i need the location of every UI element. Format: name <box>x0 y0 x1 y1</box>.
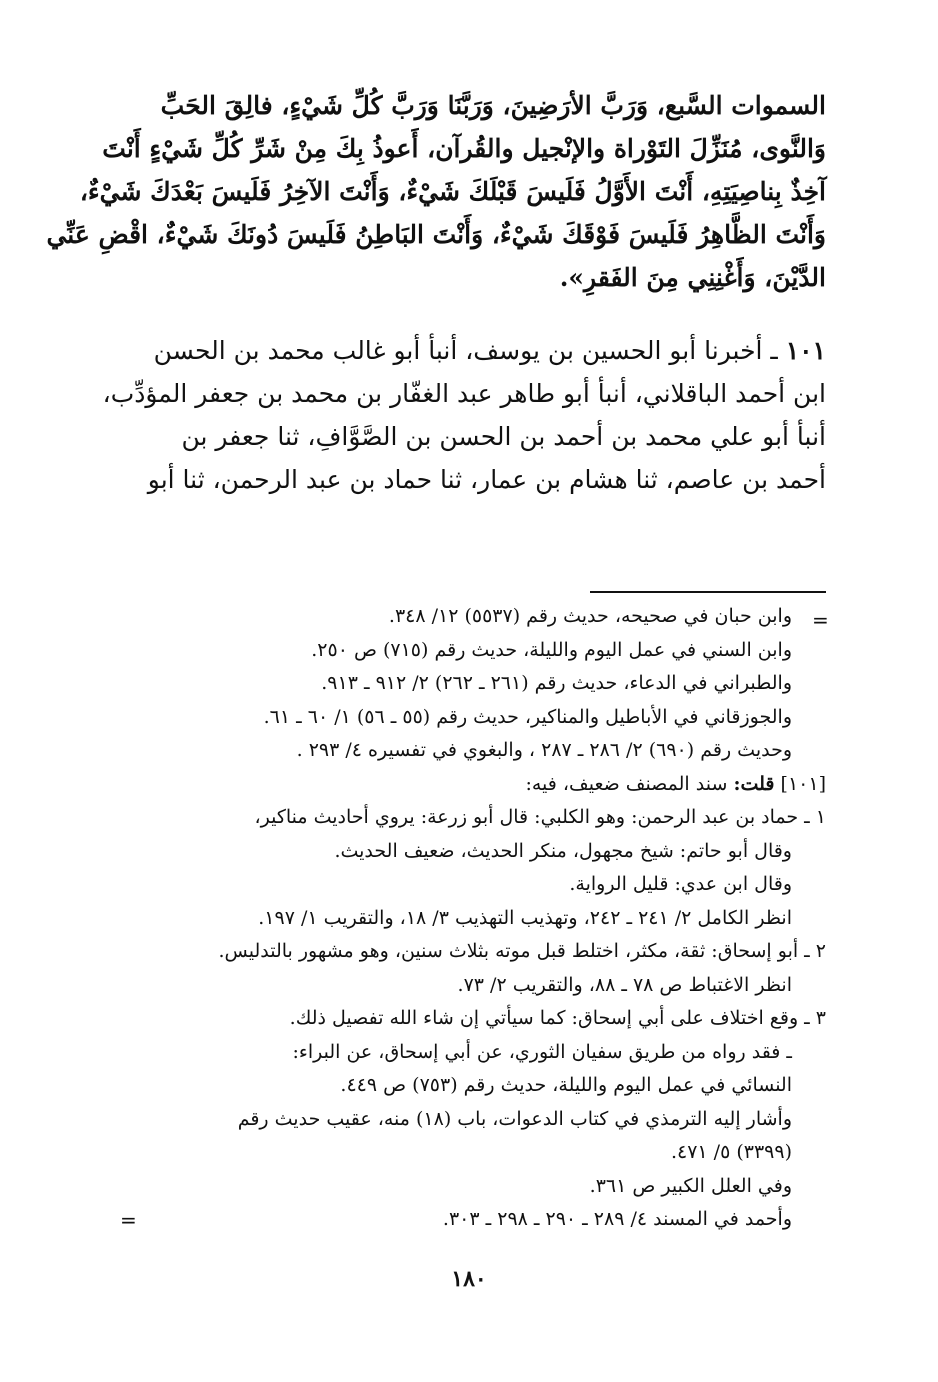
footnote-line: وابن حبان في صحيحه، حديث رقم (٥٥٣٧) ١٢/ ٣٤٨. <box>388 605 792 627</box>
main-line: السموات السَّبع، وَرَبَّ الأرَضِينَ، وَرَبَّنَا وَرَبَّ كُلِّ شَيْءٍ، فالِقَ الحَبِّ <box>160 91 826 120</box>
footnote-line: وقال ابن عدي: قليل الرواية. <box>569 873 792 895</box>
footnote-line: وابن السني في عمل اليوم والليلة، حديث رقم (٧١٥) ص ٢٥٠. <box>311 638 792 661</box>
footnote-ref: [١٠١] <box>780 772 826 795</box>
footnote-line: وأحمد في المسند ٤/ ٢٨٩ ـ ٢٩٠ ـ ٢٩٨ ـ ٣٠٣. <box>442 1208 792 1230</box>
footnote-line: وحديث رقم (٦٩٠) ٢/ ٢٨٦ ـ ٢٨٧ ، والبغوي في تفسيره ٤/ ٢٩٣ . <box>296 739 792 761</box>
footnote-line: ـ فقد رواه من طريق سفيان الثوري، عن أبي إسحاق، عن البراء: <box>292 1040 792 1063</box>
footnote-line: وقال أبو حاتم: شيخ مجهول، منكر الحديث، ضعيف الحديث. <box>334 839 792 862</box>
main-line: وَأَنْتَ الظَّاهِرُ فَلَيسَ فَوْقَكَ شَيْءٌ، وَأَنْتَ البَاطِنُ فَلَيسَ دُونَكَ شَيْءٌ، اقْضِ عَنِّي <box>46 220 826 249</box>
page-number: ١٨٠ <box>451 1266 487 1292</box>
footnote-line: انظر الكامل ٢/ ٢٤١ ـ ٢٤٢، وتهذيب التهذيب ٣/ ١٨، والتقريب ١/ ١٩٧. <box>258 906 792 929</box>
hadith-number: ١٠١ <box>785 336 826 365</box>
footnote-line: وأشار إليه الترمذي في كتاب الدعوات، باب (١٨) منه، عقيب حديث رقم <box>237 1107 792 1130</box>
main-text <box>46 84 826 501</box>
footnote-line: ٣ ـ وقع اختلاف على أبي إسحاق: كما سيأتي إن شاء الله تفصيل ذلك. <box>289 1007 826 1029</box>
footnote-line: وفي العلل الكبير ص ٣٦١. <box>589 1174 792 1197</box>
end-continuation-mark: = <box>120 1208 137 1232</box>
footnote-intro: سند المصنف ضعيف، فيه: <box>525 772 728 795</box>
footnote-line: ٢ ـ أبو إسحاق: ثقة، مكثر، اختلط قبل موته بثلاث سنين، وهو مشهور بالتدليس. <box>218 940 826 962</box>
footnote-line: ١ ـ حماد بن عبد الرحمن: وهو الكلبي: قال أبو زرعة: يروي أحاديث مناكير، <box>254 806 826 828</box>
main-line: وَالنَّوى، مُنَزِّلَ التَوْراة والإنْجيل والقُرآن، أَعوذُ بِكَ مِنْ شَرِّ كُلِّ شَيْءٍ أَنْتَ <box>102 134 826 163</box>
main-line: أحمد بن عاصم، ثنا هشام بن عمار، ثنا حماد بن عبد الرحمن، ثنا أبو <box>147 465 826 494</box>
paragraph-gap <box>136 299 826 329</box>
footnote-label: قلت: <box>733 772 775 795</box>
main-line: ابن أحمد الباقلاني، أنبأ أبو طاهر عبد الغفّار بن محمد بن جعفر المؤدِّب، <box>102 379 826 408</box>
main-line: الدَّيْنَ، وَأَغْنِنِي مِنَ الفَقرِ». <box>559 263 826 292</box>
footnote-line: والجوزقاني في الأباطيل والمناكير، حديث رقم (٥٥ ـ ٥٦) ١/ ٦٠ ـ ٦١. <box>263 705 792 728</box>
hadith-first-line <box>136 329 826 372</box>
main-line: ـ أخبرنا أبو الحسين بن يوسف، أنبأ أبو غالب محمد بن الحسن <box>153 336 778 365</box>
footnotes <box>136 600 826 1237</box>
main-line: أنبأ أبو علي محمد بن أحمد بن الحسن بن الصَّوَّافِ، ثنا جعفر بن <box>181 422 826 451</box>
footnote-divider <box>590 591 826 593</box>
footnote-line: والطبراني في الدعاء، حديث رقم (٢٦١ ـ ٢٦٢) ٢/ ٩١٢ ـ ٩١٣. <box>321 672 792 694</box>
footnote-note-header <box>136 768 826 802</box>
main-line: آخِذٌ بِناصِيَتِهِ، أَنْتَ الأَوَّلُ فَلَيسَ قَبْلَكَ شَيْءٌ، وَأَنْتَ الآخِرُ فَلَيسَ بَعْدَكَ شَيْءٌ، <box>79 177 826 206</box>
continuation-mark: = <box>812 608 829 632</box>
footnote-line: انظر الاغتباط ص ٧٨ ـ ٨٨، والتقريب ٢/ ٧٣. <box>457 973 792 996</box>
footnote-line: النسائي في عمل اليوم والليلة، حديث رقم (٧٥٣) ص ٤٤٩. <box>340 1074 792 1096</box>
footnote-line: (٣٣٩٩) ٥/ ٤٧١. <box>670 1141 792 1163</box>
